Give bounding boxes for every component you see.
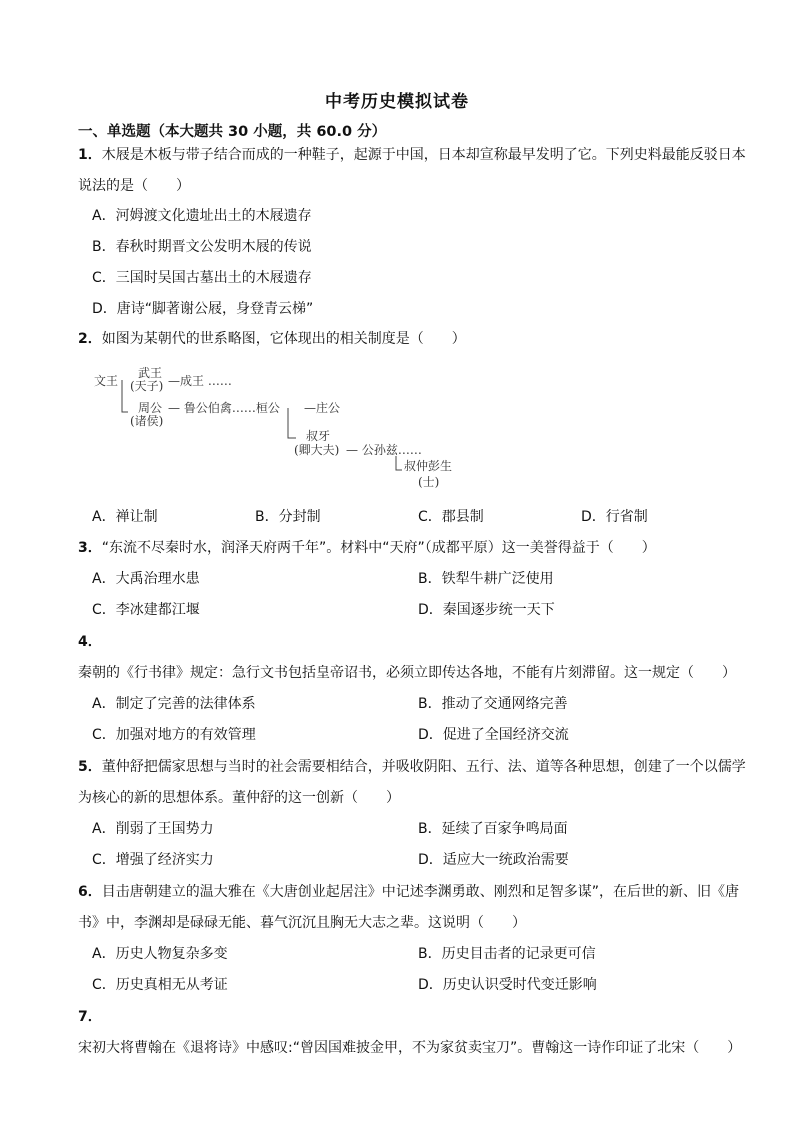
option-2a[interactable]: A．禅让制 (92, 509, 158, 525)
option-6a[interactable]: A．历史人物复杂多变 (92, 946, 228, 962)
question-number: 7． (78, 1009, 102, 1025)
option-3c[interactable]: C．李冰建都江堰 (92, 602, 200, 618)
question-text: 目击唐朝建立的温大雅在《大唐创业起居注》中记述李渊勇敢、刚烈和足智多谋”，在后世的新、旧《唐书》中，李渊却是碌碌无能、暮气沉沉且胸无大志之辈。这说明（ ） (78, 884, 740, 931)
question-6 (78, 877, 758, 939)
diagram-boqin: — 鲁公伯禽……桓公 (168, 401, 280, 415)
option-3a[interactable]: A．大禹治理水患 (92, 571, 200, 587)
question-text: 如图为某朝代的世系略图，它体现出的相关制度是（ ） (101, 331, 466, 347)
option-4d[interactable]: D．促进了全国经济交流 (418, 727, 569, 743)
diagram-shuya: 叔牙 (306, 429, 331, 443)
question-1 (78, 140, 758, 202)
question-7 (78, 1002, 758, 1064)
question-text: 宋初大将曹翰在《退将诗》中感叹:“曾因国难披金甲，不为家贫卖宝刀”。曹翰这一诗作印证了北宋（ ） (78, 1040, 742, 1056)
question-3 (78, 533, 758, 564)
diagram-shuzhong: 叔仲彭生 (404, 459, 453, 473)
diagram-qingdafu: (卿大夫) (294, 443, 340, 457)
question-text: 秦朝的《行书律》规定：急行文书包括皇帝诏书，必须立即传达各地，不能有片刻滞留。这一规定（ ） (78, 665, 736, 681)
question-5 (78, 752, 758, 814)
diagram-zhougong: 周公 (138, 401, 163, 415)
option-5b[interactable]: B．延续了百家争鸣局面 (418, 821, 568, 837)
diagram-wuwang: 武王 (138, 366, 163, 380)
diagram-branch-line (122, 380, 128, 412)
genealogy-diagram (92, 362, 472, 494)
question-text: “东流不尽秦时水，润泽天府两千年”。材料中“天府”（成都平原）这一美誉得益于（ ） (101, 540, 656, 556)
option-3d[interactable]: D．秦国逐步统一天下 (418, 602, 555, 618)
diagram-wenwang: 文王 (94, 374, 119, 388)
diagram-zhuhou: (诸侯) (130, 414, 164, 428)
option-1c[interactable]: C．三国时吴国古墓出土的木屐遗存 (92, 270, 312, 286)
question-text: 董仲舒把儒家思想与当时的社会需要相结合，并吸收阴阳、五行、法、道等各种思想，创建了一个以儒学为核心的新的思想体系。董仲舒的这一创新（ ） (78, 759, 746, 806)
section-heading: 一、单选题（本大题共 30 小题，共 60.0 分） (78, 124, 387, 140)
question-number: 6． (78, 884, 102, 900)
option-6c[interactable]: C．历史真相无从考证 (92, 977, 228, 993)
option-1b[interactable]: B．春秋时期晋文公发明木屐的传说 (92, 239, 312, 255)
question-text: 木屐是木板与带子结合而成的一种鞋子，起源于中国，日本却宣称最早发明了它。下列史料最能反驳日本说法的是（ ） (78, 147, 746, 194)
option-4c[interactable]: C．加强对地方的有效管理 (92, 727, 256, 743)
option-1a[interactable]: A．河姆渡文化遗址出土的木屐遗存 (92, 208, 312, 224)
diagram-chengwang: —成王 …… (168, 374, 232, 388)
option-4a[interactable]: A．制定了完善的法律体系 (92, 696, 256, 712)
option-6b[interactable]: B．历史目击者的记录更可信 (418, 946, 596, 962)
page-title: 中考历史模拟试卷 (325, 92, 469, 112)
option-5d[interactable]: D．适应大一统政治需要 (418, 852, 569, 868)
option-6d[interactable]: D．历史认识受时代变迁影响 (418, 977, 597, 993)
diagram-shi: (士) (418, 475, 440, 489)
option-1d[interactable]: D．唐诗“脚著谢公屐，身登青云梯” (92, 301, 314, 317)
question-number: 4． (78, 634, 102, 650)
option-3b[interactable]: B．铁犁牛耕广泛使用 (418, 571, 554, 587)
option-5c[interactable]: C．增强了经济实力 (92, 852, 214, 868)
question-number: 5． (78, 759, 102, 775)
diagram-branch-line (396, 456, 402, 470)
option-2d[interactable]: D．行省制 (581, 509, 648, 525)
question-2 (78, 324, 758, 355)
question-4 (78, 627, 758, 689)
diagram-gongsunzi: — 公孙兹…… (346, 443, 422, 457)
option-2c[interactable]: C．郡县制 (418, 509, 484, 525)
question-number: 3． (78, 540, 102, 556)
diagram-branch-line (288, 408, 296, 438)
question-number: 1． (78, 147, 102, 163)
option-4b[interactable]: B．推动了交通网络完善 (418, 696, 568, 712)
question-number: 2． (78, 331, 102, 347)
option-5a[interactable]: A．削弱了王国势力 (92, 821, 214, 837)
diagram-tianzi: (天子) (130, 379, 164, 393)
diagram-zhuanggong: —庄公 (304, 401, 341, 415)
option-2b[interactable]: B．分封制 (255, 509, 321, 525)
